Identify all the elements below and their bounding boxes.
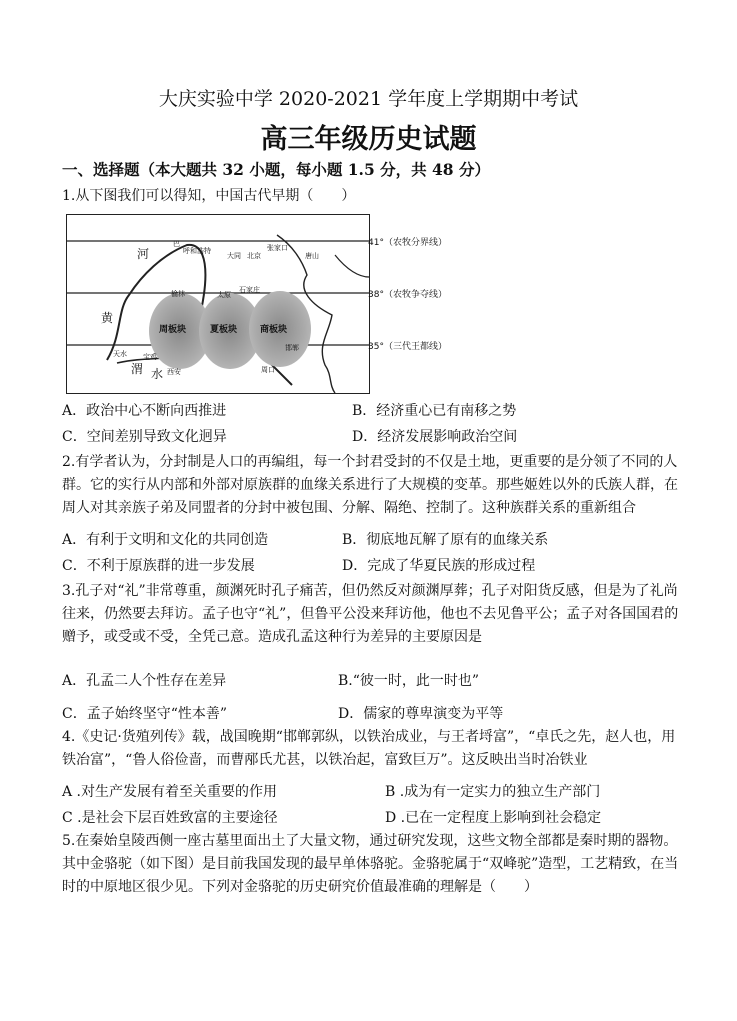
city-ba: 巴 xyxy=(173,240,180,248)
q5-stem: 5.在秦始皇陵西侧一座古墓里面出土了大量文物，通过研究发现，这些文物全部都是秦时期的器物。其中金骆驼（如下图）是目前我国发现的最早单体骆驼。金骆驼属于“双峰驼”造型，工艺精致，在当时的中原地区很少见。下列对金骆驼的历史研究价值最准确的理解是（ ） xyxy=(62,833,679,895)
city-handan: 邯郸 xyxy=(285,344,299,352)
city-beijing: 北京 xyxy=(247,252,261,260)
lat-label-41: 41°（农牧分界线） xyxy=(368,238,447,248)
q2-option-a: A．有利于文明和文化的共同创造 xyxy=(62,532,269,548)
river-label-wei: 渭 xyxy=(131,362,144,376)
river-label-shui: 水 xyxy=(151,367,164,381)
city-baoji: 宝鸡 xyxy=(143,353,157,361)
q3-option-d: D．儒家的尊卑演变为平等 xyxy=(338,706,504,722)
q2-stem: 2.有学者认为，分封制是人口的再编组，每一个封君受封的不仅是土地，更重要的是分领了不同的人群。它的实行从内部和外部对原族群的血缘关系进行了大规模的变革。那些姬姓以外的氏族人群，在周人对其亲族子弟及同盟者的分封中被包围、分解、隔绝、控制了。这种族群关系的重新组合 xyxy=(62,454,678,516)
shang-block-label: 商板块 xyxy=(260,325,288,335)
lat-label-38: 38°（农牧争夺线） xyxy=(368,290,447,300)
q2-option-c: C．不利于原族群的进一步发展 xyxy=(62,558,255,574)
city-hohhot: 呼和浩特 xyxy=(183,247,211,255)
q4-option-d: D .已在一定程度上影响到社会稳定 xyxy=(385,810,602,826)
q4-option-c: C .是社会下层百姓致富的主要途径 xyxy=(62,810,278,826)
q1-option-c: C．空间差别导致文化迥异 xyxy=(62,429,227,445)
q3-option-c: C．孟子始终坚守“性本善” xyxy=(62,706,228,722)
city-zhoukou: 周口 xyxy=(261,366,275,374)
city-taiyuan: 太原 xyxy=(217,291,231,299)
city-tangshan: 唐山 xyxy=(305,252,319,260)
q1-map xyxy=(66,214,370,394)
q1-stem: 1.从下图我们可以得知，中国古代早期（ ） xyxy=(62,188,356,204)
q4-stem: 4.《史记·货殖列传》载，战国晚期“邯郸郭纵，以铁治成业，与王者埒富”，“卓氏之先，赵人也，用铁冶富”，“鲁人俗俭啬，而曹邴氏尤甚，以铁冶起，富致巨万”。这反映出当时冶铁业 xyxy=(62,729,676,768)
q1-option-a: A．政治中心不断向西推进 xyxy=(62,403,227,419)
q2-option-d: D．完成了华夏民族的形成过程 xyxy=(342,558,536,574)
xia-block-label: 夏板块 xyxy=(210,325,238,335)
q4-option-b: B .成为有一定实力的独立生产部门 xyxy=(385,784,601,800)
q1-option-b: B．经济重心已有南移之势 xyxy=(352,403,517,419)
river-label-he: 河 xyxy=(137,247,150,261)
q3-option-b: B.“彼一时，此一时也” xyxy=(338,673,480,689)
coastline-north xyxy=(335,255,369,277)
q4-option-a: A .对生产发展有着至关重要的作用 xyxy=(62,784,278,800)
exam-title: 高三年级历史试题 xyxy=(260,124,477,155)
city-xian: 西安 xyxy=(167,368,181,376)
q3-stem: 3.孔子对“礼”非常尊重，颜渊死时孔子痛苦，但仍然反对颜渊厚葬；孔子对阳货反感，但是为了礼尚往来，仍然要去拜访。孟子也守“礼”，但鲁平公没来拜访他，他也不去见鲁平公；孟子对各国国君的赠予，或受或不受，全凭己意。造成孔孟这种行为差异的主要原因是 xyxy=(62,583,679,645)
city-zhangjiakou: 张家口 xyxy=(267,244,288,252)
q2-option-b: B．彻底地瓦解了原有的血缘关系 xyxy=(342,532,549,548)
zhou-block-label: 周板块 xyxy=(159,325,187,335)
city-tianshui: 天水 xyxy=(113,350,127,358)
section-heading: 一、选择题（本大题共 32 小题，每小题 1.5 分，共 48 分） xyxy=(62,160,490,179)
river-label-huang: 黄 xyxy=(101,311,114,325)
lat-label-35: 35°（三代王都线） xyxy=(368,342,447,352)
city-yulin: 榆林 xyxy=(171,290,185,298)
city-shijiazhuang: 石家庄 xyxy=(239,286,260,294)
school-title: 大庆实验中学 2020-2021 学年度上学期期中考试 xyxy=(158,88,579,110)
city-datong: 大同 xyxy=(227,252,241,260)
q1-option-d: D．经济发展影响政治空间 xyxy=(352,429,518,445)
q3-option-a: A．孔孟二人个性存在差异 xyxy=(62,673,227,689)
